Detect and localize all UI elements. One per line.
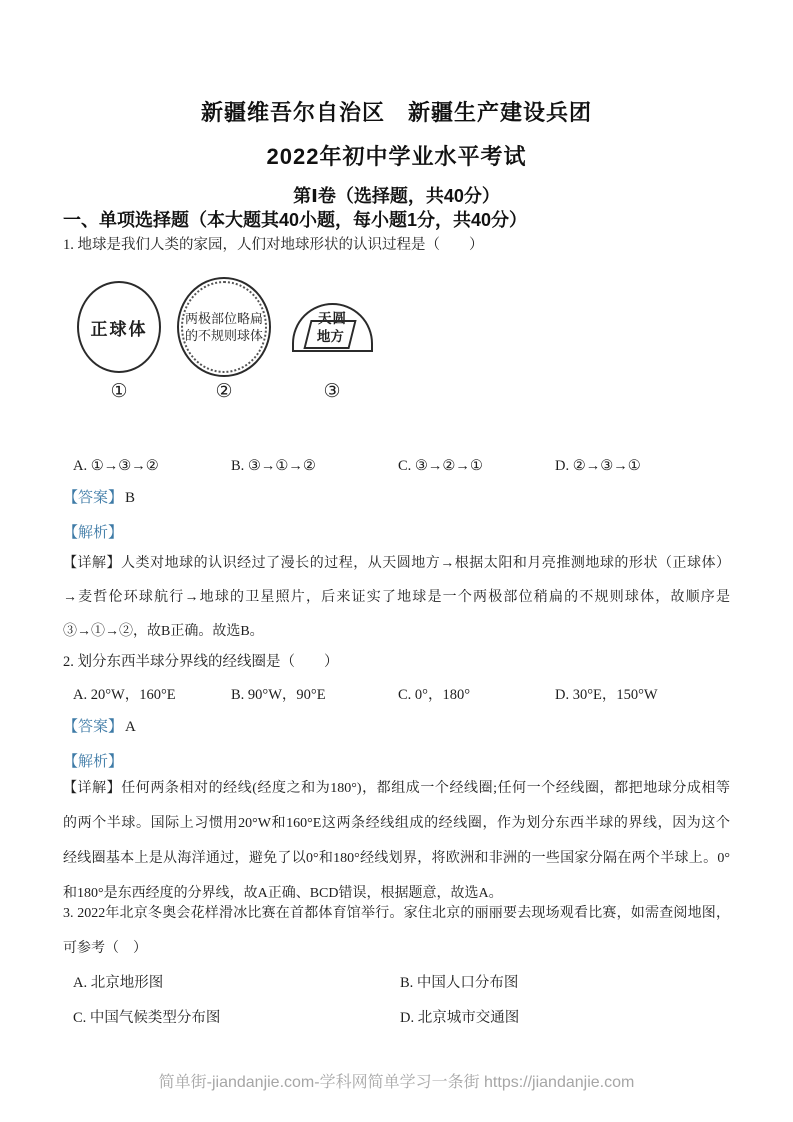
page-title-line2: 2022年初中学业水平考试 [266,144,527,169]
question-1-figure [63,270,483,410]
question-3-stem-line1: 3. 2022年北京冬奥会花样滑冰比赛在首都体育馆举行。家住北京的丽丽要去现场观看比赛，如需查阅地图， [63,906,730,921]
figure-perfect-sphere-label: 正球体 [90,319,148,339]
question-3-option-b: B. 中国人口分布图 [400,975,519,991]
question-2-explanation [63,771,730,911]
explanation-line: ③→①→②，故B正确。故选B。 [63,624,264,639]
figure-oblate-text [185,310,263,344]
question-1-option-d: D. ②→③→① [555,458,641,474]
question-2-stem: 2. 划分东西半球分界线的经线圈是（ ） [63,654,339,670]
page-content [63,0,730,1122]
figure-square-earth-shape [303,320,356,349]
question-3-options-row1 [63,966,730,1001]
question-1-option-b: B. ③→①→② [231,458,316,474]
analysis-tag: 【解析】 [63,525,124,541]
question-2-answer-line [63,712,730,742]
figure-number-3: ③ [323,381,341,402]
figure-oblate-irregular-sphere [177,277,271,377]
figure-number-2: ② [215,381,233,402]
question-1-analysis-line [63,518,730,548]
question-3-option-a: A. 北京地形图 [73,975,164,991]
figure-oblate-text-line1: 两极部位略扁 [184,311,263,326]
question-3-stem [63,896,730,966]
figure-number-1: ① [110,381,128,402]
explanation-line: 【详解】任何两条相对的经线(经度之和为180°)，都组成一个经线圈;任何一个经线圈，都把地球分成相等 [63,781,730,796]
question-1-options [63,451,730,481]
question-1-explanation [63,547,730,649]
answer-tag: 【答案】 [63,490,124,506]
question-1-option-c: C. ③→②→① [398,458,483,474]
question-3-stem-line2: 可参考（ ） [63,941,147,956]
question-2-options [63,680,730,710]
question-1-option-a: A. ①→③→② [73,458,159,474]
question-2-option-c: C. 0°，180° [398,687,471,703]
figure-earth-text: 地方 [316,328,344,344]
question-3-options-row2 [63,1001,730,1036]
question-2-option-b: B. 90°W，90°E [231,687,326,703]
explanation-line: 【详解】人类对地球的认识经过了漫长的过程，从天圆地方→根据太阳和月亮推测地球的形状（正球体） [63,556,730,571]
question-1-answer-value: B [125,490,136,506]
figure-perfect-sphere [77,281,161,373]
question-3-option-d: D. 北京城市交通图 [400,1010,520,1026]
explanation-line: 和180°是东西经度的分界线，故A正确、BCD错误，根据题意，故选A。 [63,886,503,901]
question-3-option-c: C. 中国气候类型分布图 [73,1010,221,1026]
section-title: 第Ⅰ卷（选择题，共40分） [293,186,500,206]
analysis-tag: 【解析】 [63,754,124,770]
explanation-line: →麦哲伦环球航行→地球的卫星照片，后来证实了地球是一个两极部位稍扁的不规则球体，故顺序是 [63,590,730,605]
part-title: 一、单项选择题（本大题其40小题，每小题1分，共40分） [63,210,528,230]
page-title-line1: 新疆维吾尔自治区 新疆生产建设兵团 [200,100,592,125]
explanation-line: 的两个半球。国际上习惯用20°W和160°E这两条经线组成的经线圈，作为划分东西半球的界线，因为这个 [63,816,730,831]
figure-sky-text: 天圆 [318,311,347,326]
question-2-answer-value: A [125,719,136,735]
answer-tag: 【答案】 [63,719,124,735]
question-2-option-d: D. 30°E，150°W [555,687,658,703]
question-1-answer-line [63,483,730,513]
figure-oblate-text-line2: 的不规则球体 [184,328,263,343]
explanation-line: 经线圈基本上是从海洋通过，避免了以0°和180°经线划界，将欧洲和非洲的一些国家分隔在两个半球上。0° [63,851,730,866]
question-1-stem: 1. 地球是我们人类的家园，人们对地球形状的认识过程是（ ） [63,237,484,253]
question-2-option-a: A. 20°W，160°E [73,687,176,703]
site-watermark-footer: 简单街-jiandanjie.com-学科网简单学习一条街 https://jiandanjie.com [158,1074,635,1091]
figure-round-sky-dome [292,303,373,352]
